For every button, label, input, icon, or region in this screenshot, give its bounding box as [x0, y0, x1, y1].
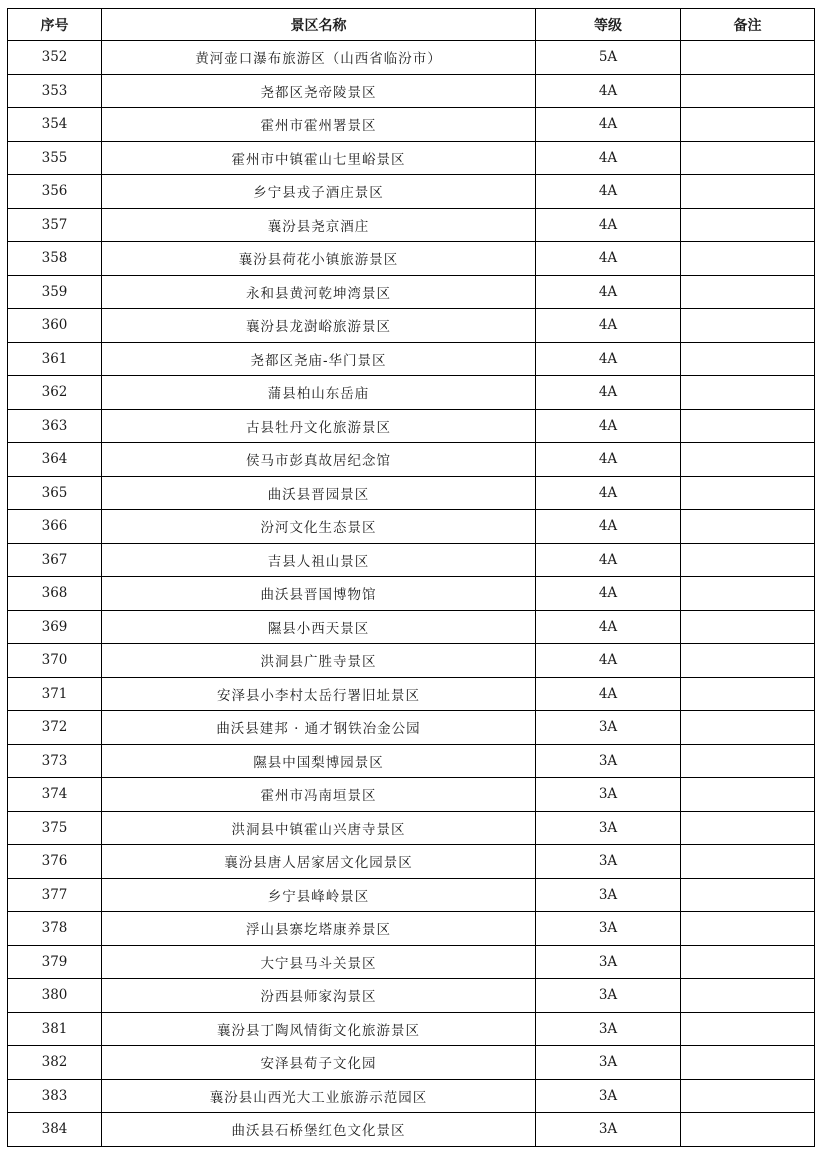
- scenic-name-cell: 襄汾县丁陶风情街文化旅游景区: [102, 1012, 536, 1046]
- table-row: [8, 376, 815, 410]
- row-index-cell: 364: [8, 443, 102, 477]
- grade-cell: 3A: [536, 1113, 681, 1147]
- scenic-name-cell: 永和县黄河乾坤湾景区: [102, 275, 536, 309]
- remarks-cell: [681, 811, 815, 845]
- row-index-cell: 383: [8, 1079, 102, 1113]
- table-header-row: [8, 9, 815, 41]
- row-index-cell: 382: [8, 1046, 102, 1080]
- grade-cell: 4A: [536, 443, 681, 477]
- remarks-cell: [681, 912, 815, 946]
- scenic-name-cell: 尧都区尧帝陵景区: [102, 74, 536, 108]
- grade-cell: 3A: [536, 845, 681, 879]
- scenic-name-cell: 曲沃县晋园景区: [102, 476, 536, 510]
- scenic-name-cell: 霍州市冯南垣景区: [102, 778, 536, 812]
- row-index-cell: 379: [8, 945, 102, 979]
- table-row: [8, 510, 815, 544]
- scenic-name-cell: 汾河文化生态景区: [102, 510, 536, 544]
- grade-cell: 3A: [536, 1012, 681, 1046]
- table-row: [8, 175, 815, 209]
- grade-cell: 4A: [536, 74, 681, 108]
- table-row: [8, 979, 815, 1013]
- remarks-cell: [681, 945, 815, 979]
- remarks-cell: [681, 108, 815, 142]
- remarks-cell: [681, 1113, 815, 1147]
- remarks-cell: [681, 409, 815, 443]
- remarks-cell: [681, 309, 815, 343]
- table-body: [8, 41, 815, 1147]
- grade-cell: 3A: [536, 1079, 681, 1113]
- scenic-name-cell: 曲沃县晋国博物馆: [102, 577, 536, 611]
- grade-cell: 3A: [536, 711, 681, 745]
- table-row: [8, 242, 815, 276]
- table-row: [8, 1012, 815, 1046]
- scenic-name-cell: 大宁县马斗关景区: [102, 945, 536, 979]
- grade-cell: 3A: [536, 912, 681, 946]
- grade-cell: 4A: [536, 510, 681, 544]
- scenic-name-cell: 乡宁县戎子酒庄景区: [102, 175, 536, 209]
- row-index-cell: 353: [8, 74, 102, 108]
- remarks-cell: [681, 1079, 815, 1113]
- remarks-cell: [681, 979, 815, 1013]
- remarks-cell: [681, 677, 815, 711]
- row-index-cell: 361: [8, 342, 102, 376]
- header-index: 序号: [8, 9, 102, 41]
- scenic-name-cell: 霍州市霍州署景区: [102, 108, 536, 142]
- table-row: [8, 342, 815, 376]
- grade-cell: 4A: [536, 409, 681, 443]
- row-index-cell: 362: [8, 376, 102, 410]
- row-index-cell: 366: [8, 510, 102, 544]
- scenic-name-cell: 安泽县荀子文化园: [102, 1046, 536, 1080]
- remarks-cell: [681, 242, 815, 276]
- table-row: [8, 275, 815, 309]
- row-index-cell: 372: [8, 711, 102, 745]
- row-index-cell: 359: [8, 275, 102, 309]
- remarks-cell: [681, 878, 815, 912]
- grade-cell: 3A: [536, 945, 681, 979]
- remarks-cell: [681, 543, 815, 577]
- grade-cell: 4A: [536, 175, 681, 209]
- table-row: [8, 811, 815, 845]
- remarks-cell: [681, 175, 815, 209]
- scenic-name-cell: 乡宁县峰岭景区: [102, 878, 536, 912]
- scenic-name-cell: 隰县小西天景区: [102, 610, 536, 644]
- table-row: [8, 74, 815, 108]
- grade-cell: 4A: [536, 108, 681, 142]
- row-index-cell: 381: [8, 1012, 102, 1046]
- table-row: [8, 912, 815, 946]
- table-row: [8, 744, 815, 778]
- scenic-name-cell: 襄汾县荷花小镇旅游景区: [102, 242, 536, 276]
- table-row: [8, 677, 815, 711]
- grade-cell: 4A: [536, 208, 681, 242]
- row-index-cell: 371: [8, 677, 102, 711]
- table-row: [8, 309, 815, 343]
- table-row: [8, 878, 815, 912]
- remarks-cell: [681, 141, 815, 175]
- scenic-name-cell: 霍州市中镇霍山七里峪景区: [102, 141, 536, 175]
- grade-cell: 3A: [536, 979, 681, 1013]
- table-row: [8, 778, 815, 812]
- remarks-cell: [681, 1046, 815, 1080]
- table-row: [8, 41, 815, 75]
- scenic-name-cell: 洪洞县中镇霍山兴唐寺景区: [102, 811, 536, 845]
- row-index-cell: 352: [8, 41, 102, 75]
- remarks-cell: [681, 74, 815, 108]
- scenic-name-cell: 安泽县小李村太岳行署旧址景区: [102, 677, 536, 711]
- remarks-cell: [681, 845, 815, 879]
- grade-cell: 3A: [536, 778, 681, 812]
- row-index-cell: 377: [8, 878, 102, 912]
- table-row: [8, 443, 815, 477]
- row-index-cell: 376: [8, 845, 102, 879]
- table-row: [8, 108, 815, 142]
- remarks-cell: [681, 510, 815, 544]
- grade-cell: 4A: [536, 677, 681, 711]
- row-index-cell: 374: [8, 778, 102, 812]
- scenic-name-cell: 浮山县寨圪塔康养景区: [102, 912, 536, 946]
- remarks-cell: [681, 778, 815, 812]
- grade-cell: 3A: [536, 878, 681, 912]
- scenic-name-cell: 曲沃县石桥堡红色文化景区: [102, 1113, 536, 1147]
- table-row: [8, 476, 815, 510]
- grade-cell: 4A: [536, 543, 681, 577]
- row-index-cell: 370: [8, 644, 102, 678]
- table-row: [8, 644, 815, 678]
- remarks-cell: [681, 744, 815, 778]
- header-grade: 等级: [536, 9, 681, 41]
- scenic-name-cell: 吉县人祖山景区: [102, 543, 536, 577]
- grade-cell: 4A: [536, 242, 681, 276]
- row-index-cell: 357: [8, 208, 102, 242]
- grade-cell: 4A: [536, 309, 681, 343]
- remarks-cell: [681, 644, 815, 678]
- remarks-cell: [681, 1012, 815, 1046]
- remarks-cell: [681, 275, 815, 309]
- row-index-cell: 368: [8, 577, 102, 611]
- remarks-cell: [681, 711, 815, 745]
- remarks-cell: [681, 577, 815, 611]
- scenic-area-table: [7, 8, 815, 1147]
- row-index-cell: 356: [8, 175, 102, 209]
- grade-cell: 3A: [536, 1046, 681, 1080]
- scenic-name-cell: 襄汾县尧京酒庄: [102, 208, 536, 242]
- row-index-cell: 367: [8, 543, 102, 577]
- scenic-name-cell: 洪洞县广胜寺景区: [102, 644, 536, 678]
- row-index-cell: 358: [8, 242, 102, 276]
- grade-cell: 4A: [536, 376, 681, 410]
- scenic-name-cell: 尧都区尧庙-华门景区: [102, 342, 536, 376]
- remarks-cell: [681, 476, 815, 510]
- table-row: [8, 208, 815, 242]
- scenic-name-cell: 汾西县师家沟景区: [102, 979, 536, 1013]
- header-scenic-name: 景区名称: [102, 9, 536, 41]
- table-row: [8, 141, 815, 175]
- remarks-cell: [681, 41, 815, 75]
- grade-cell: 4A: [536, 476, 681, 510]
- grade-cell: 4A: [536, 610, 681, 644]
- grade-cell: 3A: [536, 811, 681, 845]
- grade-cell: 4A: [536, 275, 681, 309]
- table-row: [8, 543, 815, 577]
- table-row: [8, 577, 815, 611]
- grade-cell: 3A: [536, 744, 681, 778]
- table-row: [8, 409, 815, 443]
- table-row: [8, 610, 815, 644]
- table-row: [8, 1079, 815, 1113]
- grade-cell: 4A: [536, 342, 681, 376]
- remarks-cell: [681, 342, 815, 376]
- row-index-cell: 369: [8, 610, 102, 644]
- scenic-name-cell: 曲沃县建邦 · 通才钢铁冶金公园: [102, 711, 536, 745]
- grade-cell: 4A: [536, 644, 681, 678]
- row-index-cell: 365: [8, 476, 102, 510]
- remarks-cell: [681, 610, 815, 644]
- row-index-cell: 354: [8, 108, 102, 142]
- table-row: [8, 711, 815, 745]
- row-index-cell: 375: [8, 811, 102, 845]
- row-index-cell: 373: [8, 744, 102, 778]
- grade-cell: 4A: [536, 577, 681, 611]
- remarks-cell: [681, 443, 815, 477]
- row-index-cell: 355: [8, 141, 102, 175]
- remarks-cell: [681, 376, 815, 410]
- grade-cell: 4A: [536, 141, 681, 175]
- row-index-cell: 378: [8, 912, 102, 946]
- scenic-name-cell: 古县牡丹文化旅游景区: [102, 409, 536, 443]
- grade-cell: 5A: [536, 41, 681, 75]
- scenic-name-cell: 襄汾县龙澍峪旅游景区: [102, 309, 536, 343]
- scenic-name-cell: 侯马市彭真故居纪念馆: [102, 443, 536, 477]
- table-row: [8, 1046, 815, 1080]
- scenic-name-cell: 蒲县柏山东岳庙: [102, 376, 536, 410]
- row-index-cell: 360: [8, 309, 102, 343]
- scenic-name-cell: 黄河壶口瀑布旅游区（山西省临汾市）: [102, 41, 536, 75]
- row-index-cell: 380: [8, 979, 102, 1013]
- scenic-name-cell: 襄汾县唐人居家居文化园景区: [102, 845, 536, 879]
- row-index-cell: 384: [8, 1113, 102, 1147]
- header-remarks: 备注: [681, 9, 815, 41]
- remarks-cell: [681, 208, 815, 242]
- scenic-name-cell: 襄汾县山西光大工业旅游示范园区: [102, 1079, 536, 1113]
- row-index-cell: 363: [8, 409, 102, 443]
- table-row: [8, 1113, 815, 1147]
- table-row: [8, 845, 815, 879]
- scenic-name-cell: 隰县中国梨博园景区: [102, 744, 536, 778]
- table-row: [8, 945, 815, 979]
